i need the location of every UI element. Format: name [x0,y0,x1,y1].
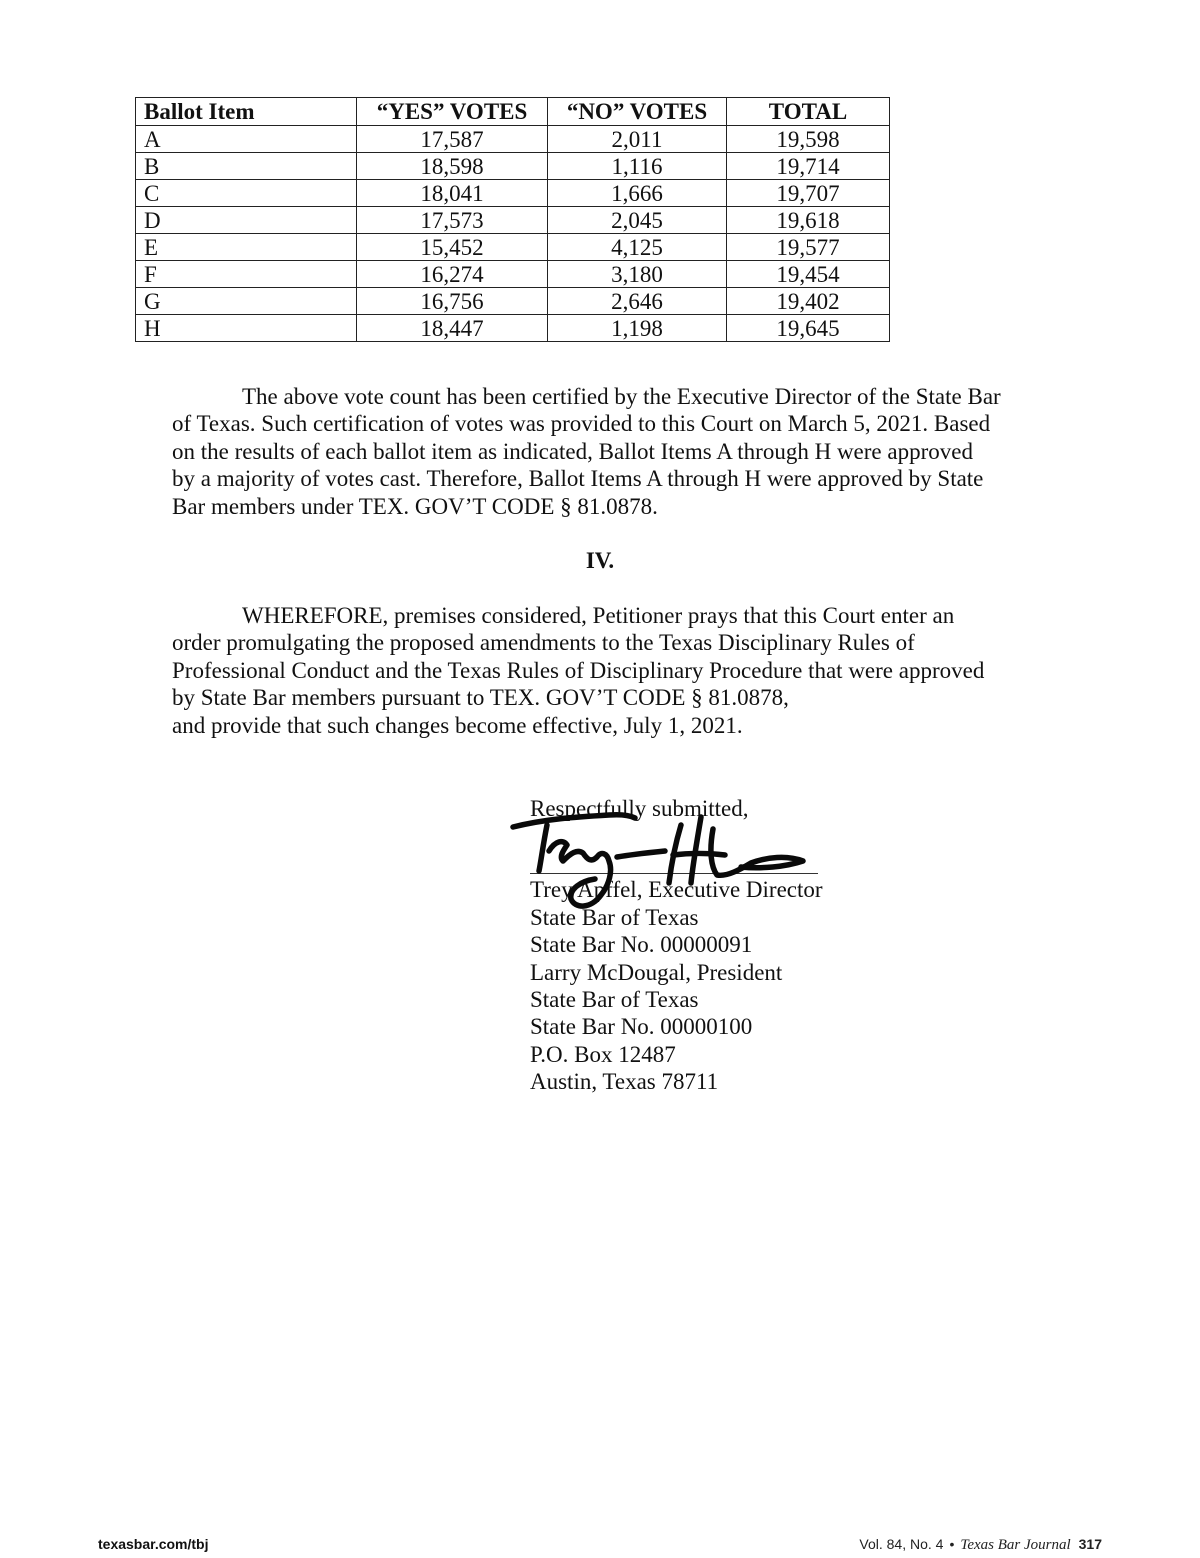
ballot-item-cell: G [136,288,357,315]
yes-votes-cell: 16,756 [357,288,548,315]
footer-publication-info [859,1536,1102,1554]
signer-line: State Bar No. 00000091 [530,932,753,958]
table-row [136,288,890,315]
certification-paragraph [172,383,1052,520]
paragraph-line: Professional Conduct and the Texas Rules of Disciplinary Procedure that were approved [172,657,985,683]
no-votes-cell: 1,198 [548,315,727,342]
paragraph-line: and provide that such changes become effective, July 1, 2021. [172,712,743,738]
no-votes-cell: 2,011 [548,126,727,153]
no-votes-cell: 4,125 [548,234,727,261]
yes-votes-cell: 18,447 [357,315,548,342]
column-header-ballot-item: Ballot Item [136,98,357,126]
footer-volume: Vol. 84, No. 4 [859,1536,944,1552]
section-heading: IV. [585,548,615,573]
wherefore-paragraph [172,602,1052,739]
table-row [136,180,890,207]
total-cell: 19,707 [727,180,890,207]
signer-line: Trey Apffel, Executive Director [530,877,823,903]
paragraph-line: order promulgating the proposed amendments to the Texas Disciplinary Rules of [172,630,915,656]
total-cell: 19,577 [727,234,890,261]
total-cell: 19,714 [727,153,890,180]
closing-line: Respectfully submitted, [530,796,749,821]
total-cell: 19,645 [727,315,890,342]
column-header-no-votes: “NO” VOTES [548,98,727,126]
yes-votes-cell: 18,041 [357,180,548,207]
ballot-item-cell: H [136,315,357,342]
table-row [136,207,890,234]
ballot-item-cell: E [136,234,357,261]
paragraph-line: by a majority of votes cast. Therefore, Ballot Items A through H were approved by State [172,466,984,492]
footer-bullet: • [949,1536,955,1552]
table-row [136,261,890,288]
signer-line: Austin, Texas 78711 [530,1069,719,1095]
yes-votes-cell: 16,274 [357,261,548,288]
paragraph-line: by State Bar members pursuant to TEX. GOV’T CODE § 81.0878, [172,685,789,711]
total-cell: 19,454 [727,261,890,288]
signer-line: P.O. Box 12487 [530,1041,676,1067]
table-row [136,234,890,261]
signer-line: Larry McDougal, President [530,959,783,985]
ballot-results-table [135,97,890,342]
handwritten-signature [505,805,815,925]
paragraph-line: on the results of each ballot item as indicated, Ballot Items A through H were approved [172,438,973,464]
table-row [136,315,890,342]
ballot-item-cell: B [136,153,357,180]
column-header-total: TOTAL [727,98,890,126]
no-votes-cell: 2,045 [548,207,727,234]
paragraph-line: Bar members under TEX. GOV’T CODE § 81.0878. [172,493,658,519]
table-row [136,153,890,180]
table-header-row [136,98,890,126]
ballot-item-cell: C [136,180,357,207]
ballot-item-cell: D [136,207,357,234]
signer-line: State Bar No. 00000100 [530,1014,753,1040]
total-cell: 19,618 [727,207,890,234]
footer-page-number: 317 [1078,1536,1102,1552]
signer-line: State Bar of Texas [530,904,699,930]
signer-line: State Bar of Texas [530,987,699,1013]
yes-votes-cell: 15,452 [357,234,548,261]
ballot-item-cell: A [136,126,357,153]
total-cell: 19,402 [727,288,890,315]
paragraph-line: The above vote count has been certified by the Executive Director of the State Bar [242,384,1001,409]
no-votes-cell: 1,666 [548,180,727,207]
no-votes-cell: 2,646 [548,288,727,315]
no-votes-cell: 1,116 [548,153,727,180]
ballot-item-cell: F [136,261,357,288]
footer-website: texasbar.com/tbj [98,1536,209,1552]
yes-votes-cell: 17,573 [357,207,548,234]
paragraph-line: WHEREFORE, premises considered, Petitioner prays that this Court enter an [242,603,955,628]
total-cell: 19,598 [727,126,890,153]
yes-votes-cell: 17,587 [357,126,548,153]
yes-votes-cell: 18,598 [357,153,548,180]
paragraph-line: of Texas. Such certification of votes was provided to this Court on March 5, 2021. Based [172,411,991,437]
column-header-yes-votes: “YES” VOTES [357,98,548,126]
no-votes-cell: 3,180 [548,261,727,288]
table-row [136,126,890,153]
footer-journal-title: Texas Bar Journal [960,1537,1071,1553]
